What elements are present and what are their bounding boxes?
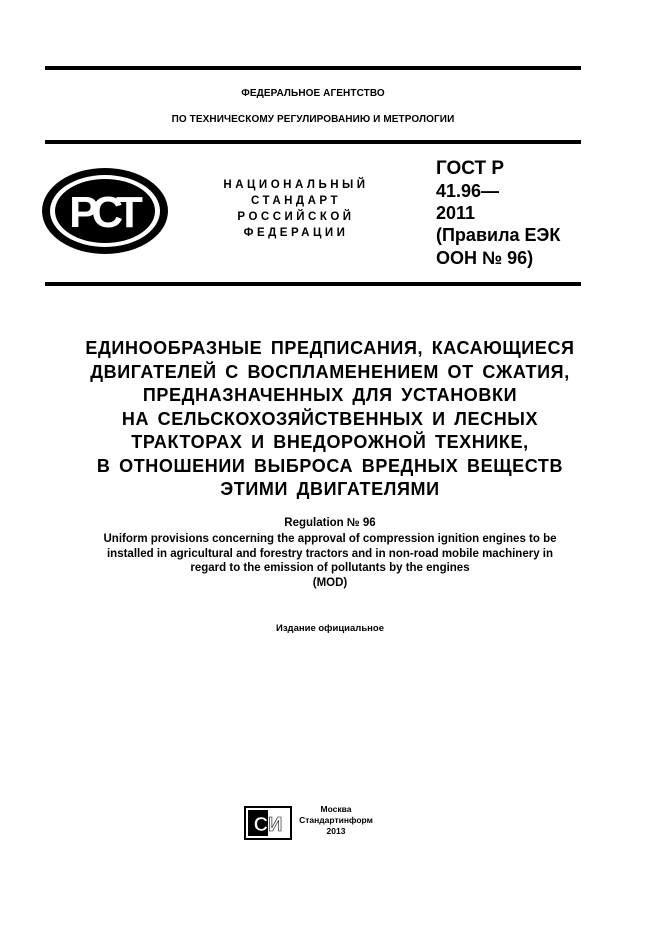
- english-title-line: installed in agricultural and forestry tractors and in non-road mobile machinery in: [106, 547, 554, 560]
- rst-logo-icon: [40, 166, 170, 261]
- national-standard-line: ФЕДЕРАЦИИ: [243, 227, 349, 239]
- agency-line-1: ФЕДЕРАЛЬНОЕ АГЕНТСТВО: [241, 88, 385, 99]
- ece-rule-line-2: ООН № 96): [436, 248, 534, 268]
- top-rule: [45, 66, 581, 70]
- publisher-name: Стандартинформ: [299, 815, 373, 825]
- english-title-line: (MOD): [312, 576, 348, 589]
- publisher-logo-text: СИ: [253, 814, 283, 836]
- document-title: [30, 337, 630, 502]
- regulation-number: Regulation № 96: [284, 517, 376, 529]
- gost-label: ГОСТ Р: [436, 158, 505, 179]
- title-line: НА СЕЛЬСКОХОЗЯЙСТВЕННЫХ И ЛЕСНЫХ: [121, 408, 539, 429]
- rst-logo-text: РСТ: [69, 188, 137, 237]
- ece-rule-line-1: (Правила ЕЭК: [436, 225, 561, 245]
- national-standard-line: РОССИЙСКОЙ: [237, 211, 355, 223]
- standartinform-logo-icon: [244, 806, 292, 845]
- designation-rule: [45, 282, 581, 286]
- title-line: ДВИГАТЕЛЕЙ С ВОСПЛАМЕНЕНИЕМ ОТ СЖАТИЯ,: [90, 361, 570, 382]
- national-standard-line: СТАНДАРТ: [251, 195, 341, 207]
- title-line: ПРЕДНАЗНАЧЕННЫХ ДЛЯ УСТАНОВКИ: [142, 385, 518, 405]
- header-rule: [45, 140, 581, 144]
- title-line: В ОТНОШЕНИИ ВЫБРОСА ВРЕДНЫХ ВЕЩЕСТВ: [96, 455, 564, 476]
- publication-year: 2013: [326, 826, 346, 836]
- gost-year: 2011: [436, 203, 476, 223]
- standard-designation: [436, 158, 596, 270]
- title-line: ЕДИНООБРАЗНЫЕ ПРЕДПИСАНИЯ, КАСАЮЩИЕСЯ: [85, 338, 575, 358]
- english-title-line: Uniform provisions concerning the approval of compression ignition engines to be: [103, 533, 557, 545]
- english-title: [20, 532, 640, 590]
- national-standard-line: НАЦИОНАЛЬНЫЙ: [223, 179, 369, 191]
- publisher-city: Москва: [320, 804, 352, 814]
- edition-label: Издание официальное: [276, 623, 384, 634]
- agency-line-2: ПО ТЕХНИЧЕСКОМУ РЕГУЛИРОВАНИЮ И МЕТРОЛОГИИ: [171, 114, 455, 125]
- title-line: ЭТИМИ ДВИГАТЕЛЯМИ: [220, 479, 440, 499]
- english-title-line: regard to the emission of pollutants by the engines: [190, 562, 470, 574]
- national-standard-label: [196, 177, 396, 241]
- gost-number: 41.96—: [436, 181, 500, 201]
- title-line: ТРАКТОРАХ И ВНЕДОРОЖНОЙ ТЕХНИКЕ,: [131, 432, 529, 452]
- publisher-info: [296, 804, 376, 837]
